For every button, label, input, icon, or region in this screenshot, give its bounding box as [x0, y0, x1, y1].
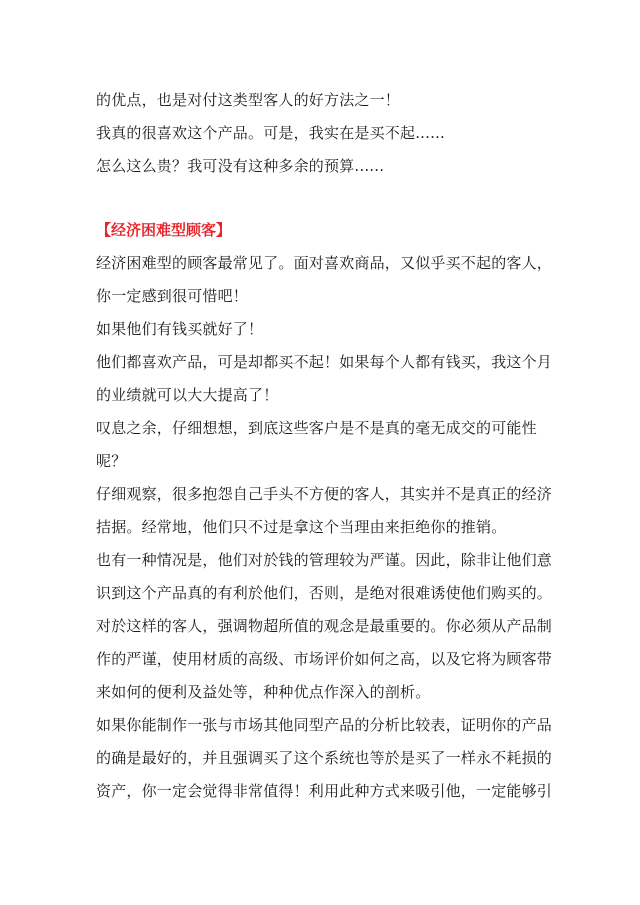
- text-line: 如果你能制作一张与市场其他同型产品的分析比较表，证明你的产品: [96, 716, 553, 734]
- text-line: 拮据。经常地，他们只不过是拿这个当理由来拒绝你的推销。: [96, 518, 507, 536]
- text-line: 的确是最好的，并且强调买了这个系统也等於是买了一样永不耗损的: [96, 749, 553, 767]
- section-heading: 【经济困难型顾客】: [96, 221, 232, 239]
- text-line: 他们都喜欢产品，可是却都买不起！如果每个人都有钱买，我这个月: [96, 353, 553, 371]
- text-line: 如果他们有钱买就好了！: [96, 320, 264, 338]
- section-body: [96, 247, 556, 808]
- document-page: [96, 84, 556, 808]
- text-line: 作的严谨，使用材质的高级、市场评价如何之高，以及它将为顾客带: [96, 650, 553, 668]
- text-line: 呢？: [96, 452, 127, 470]
- text-line: 也有一种情况是，他们对於钱的管理较为严谨。因此，除非让他们意: [96, 551, 553, 569]
- text-line: 资产，你一定会觉得非常值得！利用此种方式来吸引他，一定能够引: [96, 782, 553, 800]
- text-line: 叹息之余，仔细想想，到底这些客户是不是真的毫无成交的可能性: [96, 419, 537, 437]
- intro-text: [96, 84, 556, 183]
- text-line: 来如何的便利及益处等，种种优点作深入的剖析。: [96, 683, 431, 701]
- text-line: 怎么这么贵？我可没有这种多余的预算......: [96, 157, 385, 175]
- text-line: 的优点，也是对付这类型客人的好方法之一！: [96, 91, 401, 109]
- paragraph-gap: [96, 183, 556, 214]
- text-line: 识到这个产品真的有利於他们，否则，是绝对很难诱使他们购买的。: [96, 584, 553, 602]
- text-line: 你一定感到很可惜吧！: [96, 287, 249, 305]
- text-line: 经济困难型的顾客最常见了。面对喜欢商品，又似乎买不起的客人，: [96, 254, 553, 272]
- text-line: 的业绩就可以大大提高了！: [96, 386, 279, 404]
- text-line: 对於这样的客人，强调物超所值的观念是最重要的。你必须从产品制: [96, 617, 553, 635]
- text-line: 我真的很喜欢这个产品。可是，我实在是买不起......: [96, 124, 446, 142]
- text-line: 仔细观察，很多抱怨自己手头不方便的客人，其实并不是真正的经济: [96, 485, 553, 503]
